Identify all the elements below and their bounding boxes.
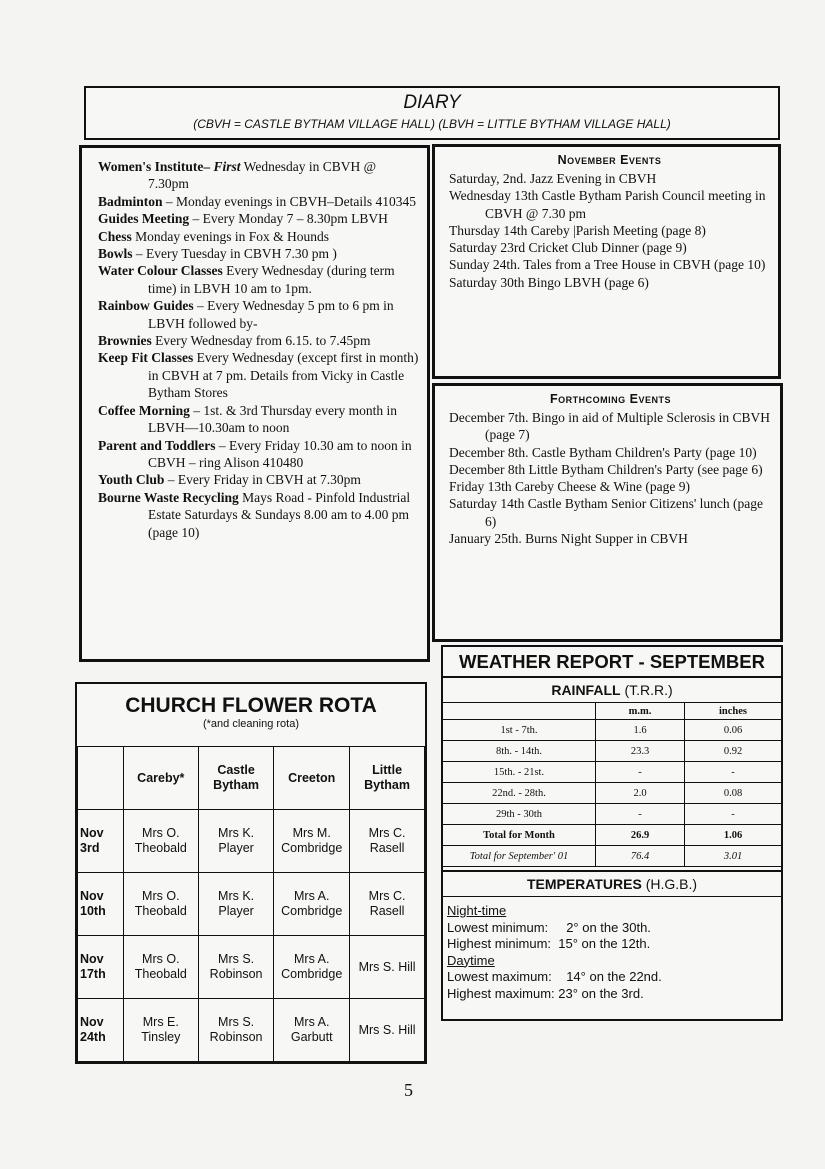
rota-col-creeton: Creeton [274,747,350,810]
event-emphasis: First [213,159,241,174]
rota-subtitle: (*and cleaning rota) [202,718,299,730]
night-lowest: Lowest minimum: 2° on the 30th. [447,919,651,935]
regular-event [98,210,419,227]
rain-period: 15th. - 21st. [443,762,596,783]
rain-period: 29th - 30th [443,804,596,825]
rain-inches: - [685,762,782,783]
event-details: Monday evenings in Fox & Hounds [131,228,330,244]
rota-cell: Mrs A. Combridge [274,936,350,999]
rota-cell: Mrs S. Hill [350,936,425,999]
forthcoming-events-title: Forthcoming Events [550,392,671,406]
rota-header-row [78,747,425,810]
november-event: Saturday, 2nd. Jazz Evening in CBVH [449,171,657,186]
rain-period: 8th. - 14th. [443,741,596,762]
rota-cell: Mrs A. Combridge [274,873,350,936]
rota-row [78,936,425,999]
rota-row [78,810,425,873]
event-details: – Every Tuesday in CBVH 7.30 pm ) [132,246,337,262]
event-name: Badminton [98,193,163,209]
rota-cell: Mrs S. Robinson [198,999,273,1062]
rain-mm: 76.4 [596,846,685,867]
rota-cell: Mrs M. Combridge [274,810,350,873]
regular-event [98,262,419,297]
rota-cell: Mrs K. Player [198,873,273,936]
event-details: Every Wednesday from 6.15. to 7.45pm [151,333,371,349]
event-name: Chess [98,228,132,244]
event-name: Keep Fit Classes [98,350,194,366]
event-name: Water Colour Classes [98,263,223,279]
rainfall-row [443,783,781,804]
weather-title: WEATHER REPORT - SEPTEMBER [443,647,781,678]
rota-col-castle-bytham: Castle Bytham [198,747,273,810]
rota-cell: Mrs O. Theobald [123,873,198,936]
night-highest: Highest minimum: 15° on the 12th. [447,936,651,951]
church-flower-rota [75,682,427,1064]
forthcoming-events-box [432,383,783,642]
rota-cell: Mrs A. Garbutt [274,999,350,1062]
rota-table [77,746,425,1062]
rota-week: Nov 10th [78,873,124,936]
rain-mm: - [596,804,685,825]
rainfall-title: RAINFALL [551,682,621,698]
forthcoming-event: December 8th. Castle Bytham Children's Party (page 10) [449,444,757,460]
rota-week: Nov 17th [78,936,124,999]
rota-cell: Mrs O. Theobald [123,936,198,999]
night-heading: Night-time [447,903,507,918]
rain-mm: 2.0 [596,783,685,804]
event-name: Parent and Toddlers [98,437,216,453]
event-name: Bowls [98,246,133,262]
rota-week: Nov 3rd [78,810,124,873]
event-details: – Monday evenings in CBVH–Details 410345 [162,193,417,209]
rain-period: 1st - 7th. [443,720,596,741]
regular-event [98,349,419,401]
temperatures-list [443,897,781,1002]
event-dash: – [203,159,214,174]
forthcoming-event: December 8th Little Bytham Children's Party (see page 6) [449,461,763,477]
rain-inches: 0.08 [685,783,782,804]
rain-inches: 0.06 [685,720,782,741]
rainfall-row [443,825,781,846]
event-details: Every Wednesday (during term time) in LBVH 10 am to 1pm. [148,263,395,296]
rota-cell: Mrs O. Theobald [123,810,198,873]
november-event: Thursday 14th Careby |Parish Meeting (page 8) [449,222,706,238]
event-details: – Every Friday 10.30 am to noon in CBVH – ring Alison 410480 [148,437,412,470]
rota-cell: Mrs K. Player [198,810,273,873]
regular-event [98,158,419,193]
event-name: Brownies [98,333,152,349]
temperatures-source: (H.G.B.) [645,876,698,892]
diary-subtitle: (CBVH = CASTLE BYTHAM VILLAGE HALL) (LBVH = LITTLE BYTHAM VILLAGE HALL) [193,117,671,131]
rainfall-row [443,846,781,867]
event-details: Wednesday in CBVH @ 7.30pm [148,159,377,192]
rain-mm: 26.9 [596,825,685,846]
rain-mm: 23.3 [596,741,685,762]
rain-mm: 1.6 [596,720,685,741]
rota-week: Nov 24th [78,999,124,1062]
rainfall-row [443,741,781,762]
event-name: Bourne Waste Recycling [98,489,239,505]
rainfall-row [443,762,781,783]
november-events-title: November Events [557,153,662,167]
day-lowest: Lowest maximum: 14° on the 22nd. [447,969,662,984]
forthcoming-event: January 25th. Burns Night Supper in CBVH [449,531,688,547]
weather-report [441,645,783,1021]
day-heading: Daytime [447,952,495,968]
november-event: Saturday 30th Bingo LBVH (page 6) [449,274,649,290]
rota-row [78,999,425,1062]
rota-row [78,873,425,936]
event-name: Youth Club [98,472,165,488]
rainfall-source: (T.R.R.) [624,682,673,698]
event-details: – Every Friday in CBVH at 7.30pm [164,472,361,488]
regular-event [98,402,419,437]
event-name: Coffee Morning [98,402,190,418]
regular-event [98,193,419,210]
rainfall-heading [443,678,781,703]
rain-mm: - [596,762,685,783]
rota-cell: Mrs E. Tinsley [123,999,198,1062]
event-name: Women's Institute [98,159,204,174]
rain-inches: 3.01 [685,846,782,867]
event-name: Guides Meeting [98,211,190,227]
rota-cell: Mrs S. Robinson [198,936,273,999]
regular-event [98,437,419,472]
temperatures-title: TEMPERATURES [526,876,642,892]
regular-events-box [79,145,430,662]
col-mm: m.m. [596,703,685,720]
day-highest: Highest maximum: 23° on the 3rd. [447,985,644,1001]
regular-event [98,489,419,541]
temperatures-heading [443,870,781,897]
col-inches: inches [685,703,782,720]
rain-period: Total for Month [443,825,596,846]
page-number: 5 [404,1080,413,1100]
event-details: – Every Wednesday 5 pm to 6 pm in LBVH followed by- [148,298,394,331]
rain-inches: - [685,804,782,825]
regular-event [98,471,419,488]
event-details: – 1st. & 3rd Thursday every month in LBVH—10.30am to noon [148,402,397,436]
rain-inches: 1.06 [685,825,782,846]
rainfall-row [443,804,781,825]
event-name: Rainbow Guides [98,298,194,314]
forthcoming-event: Friday 13th Careby Cheese & Wine (page 9) [449,479,691,495]
rota-cell: Mrs S. Hill [350,999,425,1062]
rain-inches: 0.92 [685,741,782,762]
rota-cell: Mrs C. Rasell [350,873,425,936]
diary-title: DIARY [403,92,461,113]
forthcoming-event: December 7th. Bingo in aid of Multiple Sclerosis in CBVH (page 7) [449,410,770,443]
diary-header [84,86,780,140]
november-event: Wednesday 13th Castle Bytham Parish Council meeting in CBVH @ 7.30 pm [449,188,766,221]
regular-event [98,332,419,349]
rota-col-little-bytham: Little Bytham [350,747,425,810]
rainfall-table [443,703,781,867]
rain-period: Total for September' 01 [443,846,596,867]
rainfall-header-row [443,703,781,720]
rota-title: CHURCH FLOWER ROTA [125,694,377,717]
forthcoming-event: Saturday 14th Castle Bytham Senior Citizens' lunch (page 6) [449,496,764,529]
rain-period: 22nd. - 28th. [443,783,596,804]
november-event: Sunday 24th. Tales from a Tree House in CBVH (page 10) [449,257,766,273]
november-event: Saturday 23rd Cricket Club Dinner (page 9) [449,240,687,256]
rota-col-careby: Careby* [123,747,198,810]
regular-event [98,245,419,262]
regular-event [98,297,419,332]
regular-event [98,228,419,245]
november-events-box [432,144,781,379]
rota-cell: Mrs C. Rasell [350,810,425,873]
rainfall-row [443,720,781,741]
event-details: – Every Monday 7 – 8.30pm LBVH [189,211,388,227]
event-details: Every Wednesday (except first in month) in CBVH at 7 pm. Details from Vicky in Castle Bytham Stores [148,350,419,401]
event-details: Mays Road - Pinfold Industrial Estate Saturdays & Sundays 8.00 am to 4.00 pm (page 10) [148,489,411,540]
